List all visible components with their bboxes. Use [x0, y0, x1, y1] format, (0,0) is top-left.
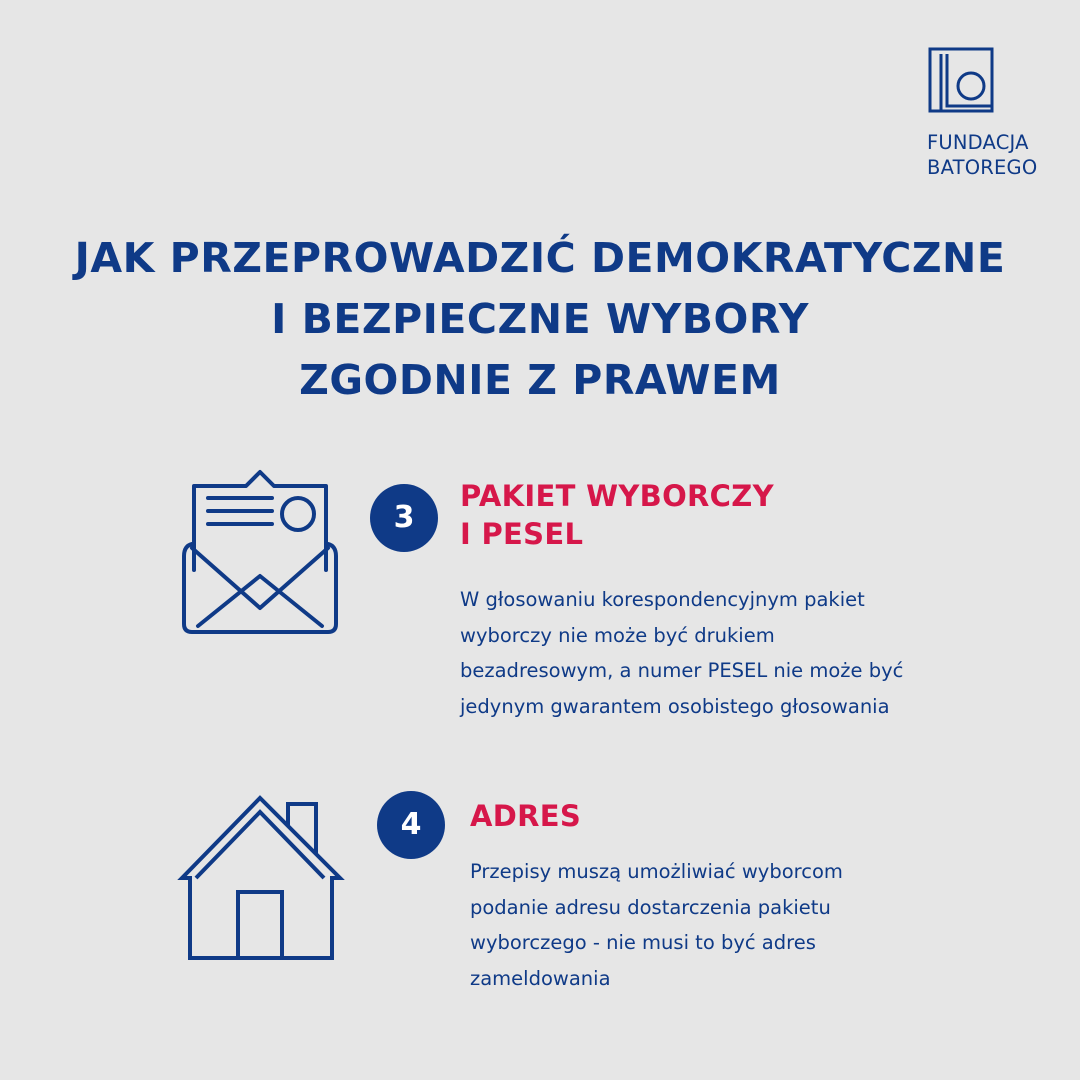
item-4-body — [470, 854, 843, 996]
item-3-body — [460, 582, 903, 724]
title-line-2: I BEZPIECZNE WYBORY — [271, 295, 809, 343]
logo — [927, 46, 1047, 180]
item-4-body-line-3: wyborczego - nie musi to być adres — [470, 931, 816, 954]
step-number-4: 4 — [377, 791, 445, 859]
item-3-body-line-1: W głosowaniu korespondencyjnym pakiet — [460, 588, 865, 611]
step-number-3: 3 — [370, 484, 438, 552]
item-4-heading — [470, 797, 581, 835]
item-3-heading-line-2: I PESEL — [460, 517, 584, 551]
title-line-3: ZGODNIE Z PRAWEM — [299, 356, 781, 404]
logo-line-1: FUNDACJA — [927, 131, 1029, 154]
item-3-body-line-3: bezadresowym, a numer PESEL nie może być — [460, 659, 904, 682]
item-4-body-line-1: Przepisy muszą umożliwiać wyborcom — [470, 860, 843, 883]
item-4-body-line-4: zameldowania — [470, 966, 611, 990]
title-line-1: JAK PRZEPROWADZIĆ DEMOKRATYCZNE — [74, 234, 1006, 282]
item-3-heading — [460, 477, 774, 553]
logo-text — [927, 130, 1047, 180]
item-4-body-line-2: podanie adresu dostarczenia pakietu — [470, 895, 831, 919]
fundacja-batorego-logo-icon — [927, 46, 999, 118]
envelope-icon — [180, 466, 340, 640]
logo-line-2: BATOREGO — [927, 156, 1038, 179]
item-3-heading-line-1: PAKIET WYBORCZY — [460, 479, 774, 513]
item-4-heading-line-1: ADRES — [470, 799, 582, 833]
page-title — [0, 228, 1080, 411]
item-3-body-line-4: jedynym gwarantem osobistego głosowania — [460, 694, 890, 718]
item-3-body-line-2: wyborczy nie może być drukiem — [460, 623, 775, 647]
house-icon — [176, 794, 346, 968]
